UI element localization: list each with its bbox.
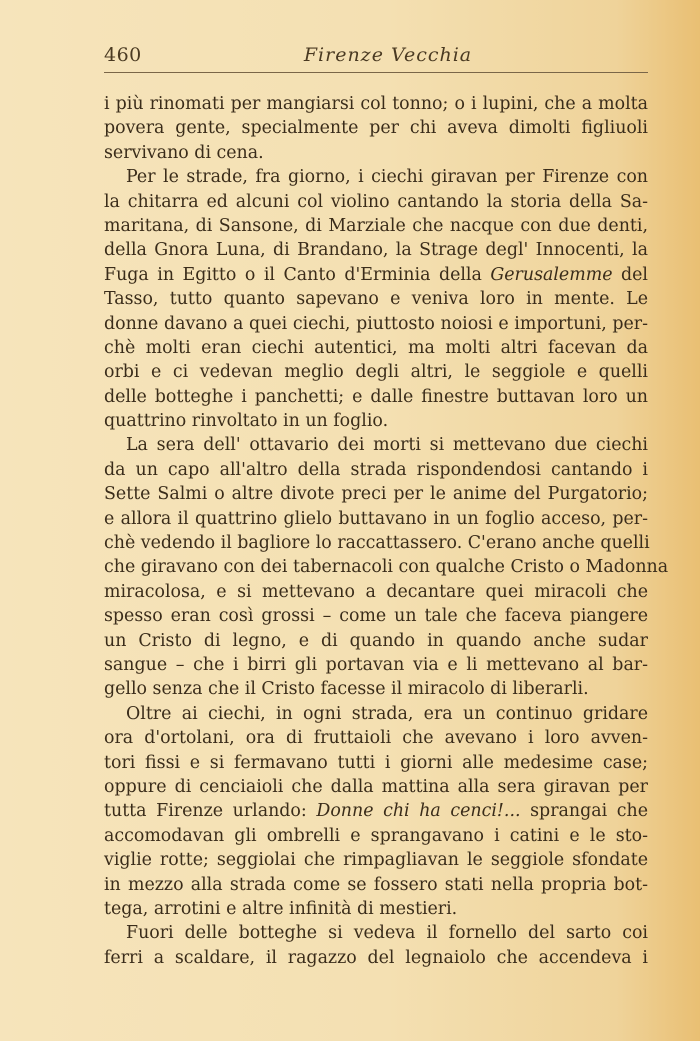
text-segment: del	[612, 264, 648, 285]
italic-title: Gerusalemme	[490, 264, 613, 285]
text-line: in mezzo alla strada come se fossero stati nella propria bot-	[104, 874, 648, 895]
text-line: miracolosa, e si mettevano a decantare quei miracoli che	[104, 581, 648, 602]
text-line: tori fissi e si fermavano tutti i giorni alle medesime case;	[104, 752, 648, 773]
text-line: povera gente, specialmente per chi aveva dimolti figliuoli	[104, 118, 648, 139]
text-line: ferri a scaldare, il ragazzo del legnaiolo che accendeva i	[104, 947, 648, 968]
text-line: accomodavan gli ombrelli e sprangavano i catini e le sto-	[104, 825, 648, 846]
text-line: Tasso, tutto quanto sapevano e veniva loro in mente. Le	[104, 289, 648, 310]
text-line: donne davano a quei ciechi, piuttosto noiosi e importuni, per-	[104, 313, 648, 334]
page-number: 460	[104, 44, 142, 66]
italic-cry: Donne chi ha cenci!...	[316, 801, 521, 822]
text-line: maritana, di Sansone, di Marziale che nacque con due denti,	[104, 215, 648, 236]
text-line: orbi e ci vedevan meglio degli altri, le seggiole e quelli	[104, 362, 648, 383]
text-line: viglie rotte; seggiolai che rimpagliavan le seggiole sfondate	[104, 850, 648, 871]
text-line: oppure di cenciaioli che dalla mattina alla sera giravan per	[104, 776, 648, 797]
text-line: che giravano con dei tabernacoli con qualche Cristo o Madonna	[104, 557, 669, 578]
text-segment: sprangai che	[520, 801, 648, 822]
text-line: servivano di cena.	[104, 142, 264, 163]
text-line: Per le strade, fra giorno, i ciechi giravan per Firenze con	[126, 167, 648, 188]
text-line: spesso eran così grossi – come un tale che faceva piangere	[104, 606, 648, 627]
text-line: Fuori delle botteghe si vedeva il fornello del sarto coi	[126, 923, 648, 944]
text-line: tega, arrotini e altre infinità di mestieri.	[104, 898, 458, 919]
text-line: Sette Salmi o altre divote preci per le anime del Purgatorio;	[104, 484, 648, 505]
text-line: e allora il quattrino glielo buttavano in un foglio acceso, per-	[104, 508, 648, 529]
text-line: la chitarra ed alcuni col violino cantando la storia della Sa-	[104, 191, 648, 212]
body-text	[104, 92, 669, 970]
text-line: La sera dell' ottavario dei morti si mettevano due ciechi	[126, 435, 648, 456]
text-line: un Cristo di legno, e di quando in quando anche sudar	[104, 630, 648, 651]
running-title: Firenze Vecchia	[303, 44, 473, 66]
text-line: gello senza che il Cristo facesse il miracolo di liberarli.	[104, 679, 589, 700]
text-line	[104, 263, 648, 287]
header-rule	[104, 72, 648, 73]
text-line: delle botteghe i panchetti; e dalle finestre buttavan loro un	[104, 386, 648, 407]
text-line: quattrino rinvoltato in un foglio.	[104, 411, 389, 432]
text-line: da un capo all'altro della strada rispondendosi cantando i	[104, 459, 648, 480]
text-line: chè molti eran ciechi autentici, ma molti altri facevan da	[104, 337, 648, 358]
text-line: ora d'ortolani, ora di fruttaioli che avevano i loro avven-	[104, 728, 648, 749]
text-line: Oltre ai ciechi, in ogni strada, era un continuo gridare	[126, 703, 648, 724]
page-header	[104, 44, 648, 70]
text-segment: tutta Firenze urlando:	[104, 801, 317, 822]
text-line: sangue – che i birri gli portavan via e li mettevano al bar-	[104, 654, 648, 675]
text-line: chè vedendo il bagliore lo raccattassero. C'erano anche quelli	[104, 533, 650, 554]
text-line: i più rinomati per mangiarsi col tonno; o i lupini, che a molta	[104, 94, 648, 114]
text-line	[104, 799, 648, 823]
text-segment: Fuga in Egitto o il Canto d'Erminia della	[104, 264, 491, 285]
text-line: della Gnora Luna, di Brandano, la Strage degl' Innocenti, la	[104, 240, 648, 261]
